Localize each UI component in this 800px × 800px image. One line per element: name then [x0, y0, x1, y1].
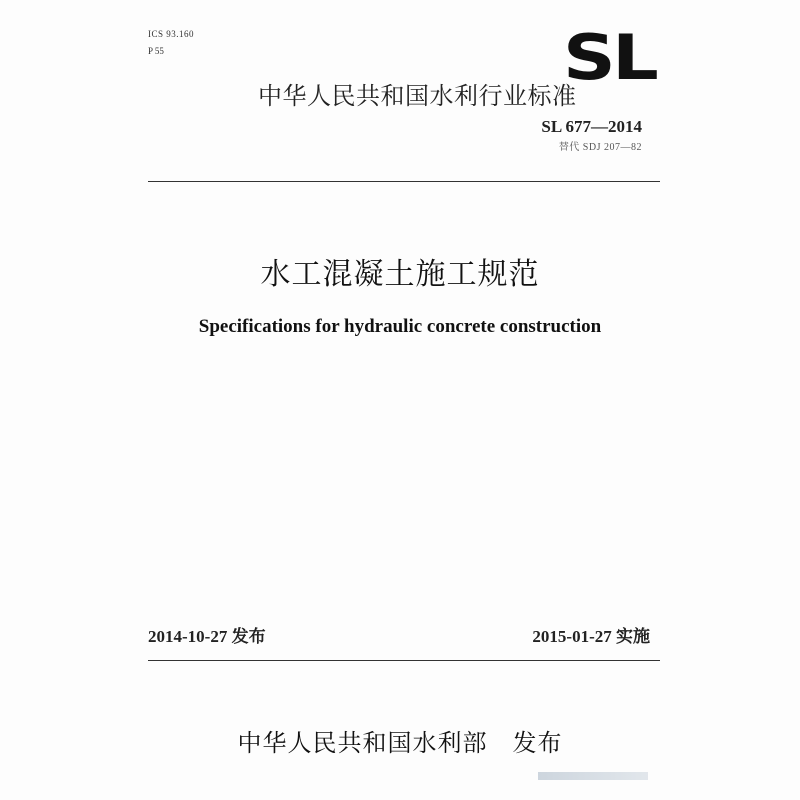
publisher: 中华人民共和国水利部 发布: [237, 729, 563, 757]
watermark-bar: [538, 772, 648, 780]
effective-date: 2015-01-27 实施: [532, 627, 650, 646]
issue-date: 2014-10-27 发布: [148, 627, 266, 646]
title-chinese: 水工混凝土施工规范: [260, 257, 540, 292]
title-english: Specifications for hydraulic concrete construction: [198, 316, 602, 337]
standard-category: 中华人民共和国水利行业标准: [258, 82, 577, 110]
replaces-standard: 替代 SDJ 207—82: [558, 142, 642, 153]
sl-logo: SL: [563, 21, 656, 94]
ccs-code: P 55: [148, 46, 164, 56]
top-divider: [148, 181, 660, 182]
bottom-divider: [148, 660, 660, 661]
ics-code: ICS 93.160: [148, 29, 195, 39]
standard-number: SL 677—2014: [541, 117, 642, 136]
